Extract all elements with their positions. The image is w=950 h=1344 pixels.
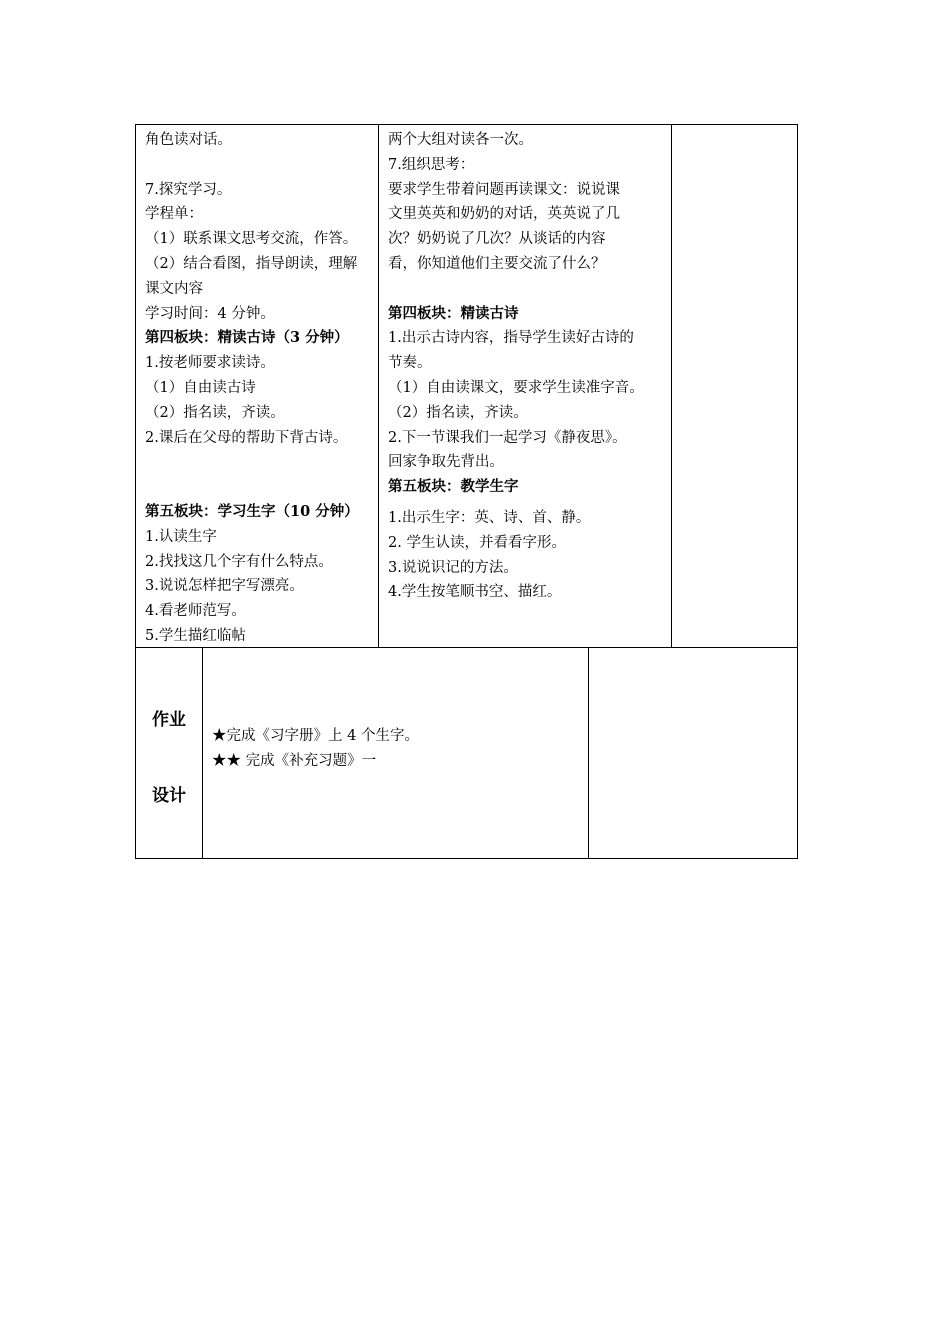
text-line: 角色读对话。 <box>145 132 232 148</box>
homework-item: ★完成《习字册》上 4 个生字。 <box>212 728 419 744</box>
text-line: 课文内容 <box>145 280 203 297</box>
text-line: 两个大组对读各一次。 <box>388 132 533 148</box>
section-heading: 第四板块：精读古诗 <box>388 304 519 322</box>
text-line <box>145 153 378 178</box>
text-line: 1.按老师要求读诗。 <box>145 355 275 372</box>
text-line: （2）结合看图，指导朗读，理解 <box>145 255 358 272</box>
text-line: 学习时间：4 分钟。 <box>145 305 275 322</box>
homework-notes-cell <box>589 648 797 858</box>
section-heading: 第五板块：学习生字（10 分钟） <box>145 502 359 520</box>
text-line: 1.认读生字 <box>145 528 217 545</box>
text-line: 4.学生按笔顺书空、描红。 <box>388 584 562 601</box>
homework-label-line1: 作业 <box>152 710 186 730</box>
homework-item: ★★ 完成《补充习题》一 <box>212 752 377 769</box>
homework-label-line2: 设计 <box>152 786 186 806</box>
text-line: 7.探究学习。 <box>145 181 232 198</box>
text-line: （2）指名读，齐读。 <box>388 404 528 421</box>
text-line: 次？奶奶说了几次？从谈话的内容 <box>388 231 606 248</box>
text-line: 文里英英和奶奶的对话，英英说了几 <box>388 206 620 223</box>
text-line: 看，你知道他们主要交流了什么？ <box>388 255 606 272</box>
text-line: 2. 学生认读，并看看字形。 <box>388 534 566 551</box>
text-line <box>145 450 378 475</box>
text-line: （1）自由读古诗 <box>145 379 256 396</box>
text-line: （1）自由读课文，要求学生读准字音。 <box>388 379 644 396</box>
teacher-guidance-column <box>379 125 672 647</box>
text-line: 1.出示生字：英、诗、首、静。 <box>388 509 591 526</box>
text-line: （2）指名读，齐读。 <box>145 404 285 421</box>
notes-column <box>672 125 797 647</box>
homework-table <box>135 647 798 859</box>
lesson-plan-table <box>135 124 798 648</box>
text-line: 要求学生带着问题再读课文：说说课 <box>388 181 620 198</box>
text-line: 节奏。 <box>388 355 432 372</box>
student-activity-column <box>136 125 379 647</box>
text-line: 2.下一节课我们一起学习《静夜思》。 <box>388 429 627 446</box>
section-heading: 第四板块：精读古诗（3 分钟） <box>145 329 349 347</box>
homework-content-cell <box>203 648 589 858</box>
text-line: （1）联系课文思考交流，作答。 <box>145 231 358 248</box>
homework-label-cell <box>136 648 203 858</box>
text-line: 7.组织思考： <box>388 156 475 173</box>
text-line: 1.出示古诗内容，指导学生读好古诗的 <box>388 330 634 347</box>
text-line: 2.课后在父母的帮助下背古诗。 <box>145 429 348 446</box>
text-line: 4.看老师范写。 <box>145 603 246 620</box>
text-line: 2.找找这几个字有什么特点。 <box>145 553 333 570</box>
text-line: 3.说说识记的方法。 <box>388 559 518 576</box>
section-heading: 第五板块：教学生字 <box>388 478 519 496</box>
text-line: 回家争取先背出。 <box>388 454 504 471</box>
text-line <box>145 475 378 500</box>
text-line: 5.学生描红临帖 <box>145 627 246 644</box>
text-line: 学程单： <box>145 206 203 223</box>
text-line <box>388 277 671 302</box>
text-line: 3.说说怎样把字写漂亮。 <box>145 578 304 595</box>
